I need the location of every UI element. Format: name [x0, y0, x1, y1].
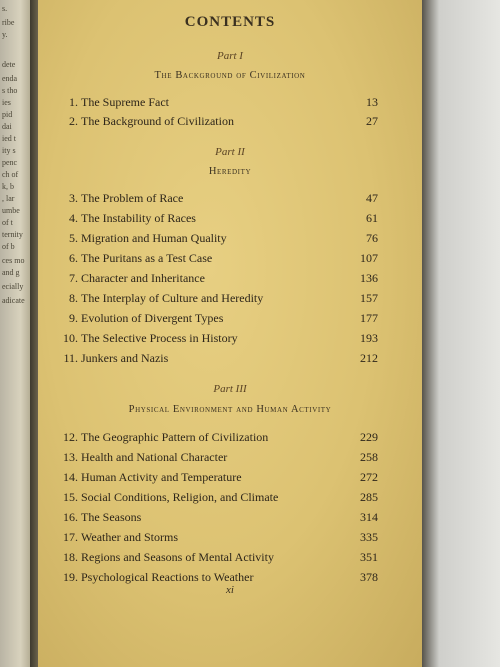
adjacent-page-fragment: ribe — [2, 18, 15, 27]
toc-entry[interactable] — [38, 429, 422, 445]
chapter-title: Psychological Reactions to Weather — [81, 570, 254, 584]
toc-entry[interactable] — [38, 489, 422, 505]
chapter-title: Social Conditions, Religion, and Climate — [81, 490, 279, 504]
chapter-title: Health and National Character — [81, 450, 228, 464]
chapter-page: 157 — [360, 291, 378, 305]
toc-entry[interactable] — [38, 250, 422, 266]
chapter-title: Migration and Human Quality — [81, 231, 227, 245]
chapter-title: The Background of Civilization — [81, 114, 234, 128]
chapter-number: 14. — [63, 470, 78, 484]
toc-entry[interactable] — [38, 469, 422, 485]
chapter-number: 15. — [63, 490, 78, 504]
toc-entry[interactable] — [38, 190, 422, 206]
contents-page — [38, 0, 422, 667]
chapter-number: 13. — [63, 450, 78, 464]
chapter-number: 17. — [63, 530, 78, 544]
chapter-number: 6. — [69, 251, 78, 265]
adjacent-page-fragment: ied t — [2, 134, 16, 143]
part-title: Physical Environment and Human Activity — [128, 404, 332, 415]
toc-entry[interactable] — [38, 290, 422, 306]
page-title: CONTENTS — [184, 14, 276, 30]
chapter-page: 285 — [360, 490, 378, 504]
chapter-title: The Seasons — [81, 510, 142, 524]
chapter-page: 107 — [360, 251, 378, 265]
chapter-number: 1. — [69, 95, 78, 109]
adjacent-page-fragment: penc — [2, 158, 18, 167]
chapter-title: The Geographic Pattern of Civilization — [81, 430, 269, 444]
chapter-page: 314 — [360, 510, 378, 524]
chapter-page: 27 — [366, 114, 378, 128]
chapter-page: 61 — [366, 211, 378, 225]
chapter-page: 193 — [360, 331, 378, 345]
chapter-title: The Instability of Races — [81, 211, 196, 225]
toc-entry[interactable] — [38, 330, 422, 346]
chapter-title: The Supreme Fact — [81, 95, 169, 109]
chapter-number: 18. — [63, 550, 78, 564]
adjacent-page-fragment: s. — [2, 4, 8, 13]
chapter-title: Regions and Seasons of Mental Activity — [81, 550, 274, 564]
background-surface — [422, 0, 500, 667]
adjacent-page-fragment: umbe — [2, 206, 20, 215]
chapter-number: 12. — [63, 430, 78, 444]
part-label: Part II — [215, 146, 245, 158]
chapter-number: 5. — [69, 231, 78, 245]
chapter-page: 229 — [360, 430, 378, 444]
chapter-number: 3. — [69, 191, 78, 205]
adjacent-page-fragment: ch of — [2, 170, 19, 179]
chapter-page: 47 — [366, 191, 378, 205]
toc-entry[interactable] — [38, 549, 422, 565]
chapter-number: 16. — [63, 510, 78, 524]
chapter-title: The Problem of Race — [81, 191, 184, 205]
toc-entry[interactable] — [38, 230, 422, 246]
page-number: xi — [226, 584, 234, 596]
adjacent-page — [0, 0, 34, 667]
chapter-page: 335 — [360, 530, 378, 544]
chapter-page: 258 — [360, 450, 378, 464]
toc-entry[interactable] — [38, 529, 422, 545]
adjacent-page-fragment: enda — [2, 74, 18, 83]
toc-entry[interactable] — [38, 569, 422, 585]
chapter-page: 378 — [360, 570, 378, 584]
adjacent-page-fragment: k, b — [2, 182, 14, 191]
chapter-number: 8. — [69, 291, 78, 305]
adjacent-page-fragment: ces mo — [2, 256, 25, 265]
part-label: Part I — [217, 50, 243, 62]
adjacent-page-fragment: dai — [2, 122, 12, 131]
chapter-title: The Interplay of Culture and Heredity — [81, 291, 264, 305]
chapter-title: Weather and Storms — [81, 530, 179, 544]
toc-entry[interactable] — [38, 350, 422, 366]
adjacent-page-fragment: ecially — [2, 282, 24, 291]
chapter-number: 19. — [63, 570, 78, 584]
chapter-page: 13 — [366, 95, 378, 109]
chapter-number: 7. — [69, 271, 78, 285]
chapter-number: 4. — [69, 211, 78, 225]
adjacent-page-fragment: ity s — [2, 146, 16, 155]
chapter-page: 212 — [360, 351, 378, 365]
chapter-number: 9. — [69, 311, 78, 325]
adjacent-page-fragment: and g — [2, 268, 20, 277]
toc-entry[interactable] — [38, 113, 422, 129]
part-title: The Background of Civilization — [154, 70, 306, 81]
chapter-title: Character and Inheritance — [81, 271, 205, 285]
adjacent-page-fragment: ternity — [2, 230, 23, 239]
adjacent-page-fragment: dete — [2, 60, 16, 69]
part-title: Heredity — [208, 166, 252, 177]
chapter-title: The Puritans as a Test Case — [81, 251, 213, 265]
toc-entry[interactable] — [38, 210, 422, 226]
toc-entry[interactable] — [38, 509, 422, 525]
toc-entry[interactable] — [38, 270, 422, 286]
chapter-title: Evolution of Divergent Types — [81, 311, 224, 325]
adjacent-page-fragment: ies — [2, 98, 11, 107]
chapter-page: 76 — [366, 231, 378, 245]
adjacent-page-fragment: s tho — [2, 86, 18, 95]
adjacent-page-fragment: y. — [2, 30, 8, 39]
chapter-title: The Selective Process in History — [81, 331, 238, 345]
chapter-number: 11. — [63, 351, 78, 365]
adjacent-page-fragment: of t — [2, 218, 13, 227]
adjacent-page-fragment: , lar — [2, 194, 15, 203]
chapter-number: 2. — [69, 114, 78, 128]
chapter-page: 351 — [360, 550, 378, 564]
chapter-page: 177 — [360, 311, 378, 325]
adjacent-page-fragment: adicate — [2, 296, 25, 305]
toc-entry[interactable] — [38, 449, 422, 465]
chapter-title: Junkers and Nazis — [81, 351, 169, 365]
part-label: Part III — [213, 383, 247, 395]
chapter-page: 136 — [360, 271, 378, 285]
chapter-page: 272 — [360, 470, 378, 484]
toc-entry[interactable] — [38, 94, 422, 110]
chapter-title: Human Activity and Temperature — [81, 470, 242, 484]
chapter-number: 10. — [63, 331, 78, 345]
toc-entry[interactable] — [38, 310, 422, 326]
adjacent-page-fragment: of b — [2, 242, 15, 251]
adjacent-page-fragment: pid — [2, 110, 13, 119]
